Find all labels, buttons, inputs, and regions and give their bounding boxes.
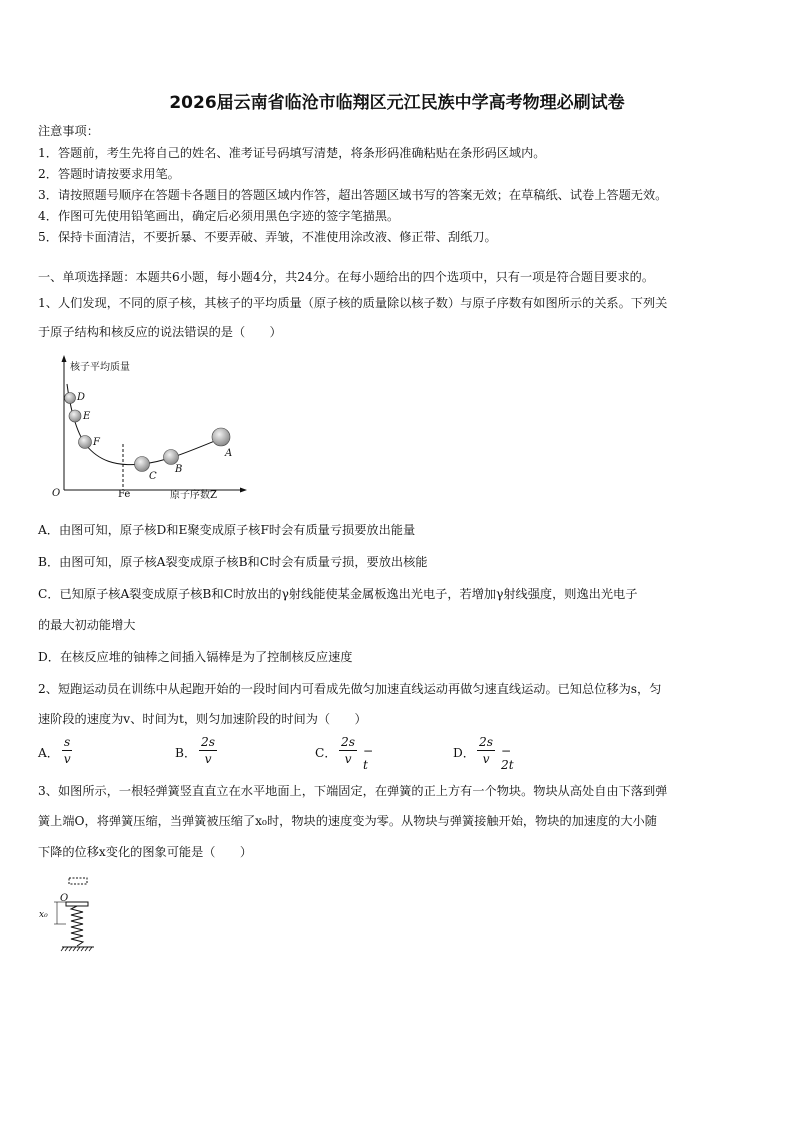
notice-item: 1．答题前，考生先将自己的姓名、准考证号码填写清楚，将条形码准确粘贴在条形码区域内。 xyxy=(38,146,546,160)
question-1-text-cont: 于原子结构和核反应的说法错误的是（ ） xyxy=(38,325,282,339)
nucleus-b xyxy=(164,450,179,465)
q1-option-c-cont: 的最大初动能增大 xyxy=(38,618,136,632)
nucleus-d xyxy=(65,393,76,404)
option-label: B． xyxy=(175,746,197,760)
fraction xyxy=(199,734,217,767)
nucleus-c xyxy=(135,457,150,472)
x-axis-arrow xyxy=(240,488,247,493)
section-heading: 一、单项选择题：本题共6小题，每小题4分，共24分。在每小题给出的四个选项中，只有一项是符合题目要求的。 xyxy=(38,270,655,284)
option-tail: − 2t xyxy=(501,744,514,772)
option-tail: − t xyxy=(363,744,374,772)
notice-item: 5．保持卡面清洁，不要折暴、不要弄破、弄皱，不准使用涂改液、修正带、刮纸刀。 xyxy=(38,230,497,244)
question-2-text: 2、短跑运动员在训练中从起跑开始的一段时间内可看成先做匀加速直线运动再做匀速直线运动。已知总位移为s，匀 xyxy=(38,682,662,696)
o-label: O xyxy=(60,893,69,904)
denominator: v xyxy=(482,752,490,766)
numerator: 2s xyxy=(479,735,494,749)
page-title: 2026届云南省临沧市临翔区元江民族中学高考物理必刷试卷 xyxy=(169,93,625,113)
option-label: D． xyxy=(453,746,475,760)
notice-item: 2．答题时请按要求用笔。 xyxy=(38,167,180,181)
ground-hatch xyxy=(61,947,92,951)
q1-option-d: D．在核反应堆的铀棒之间插入镉棒是为了控制核反应速度 xyxy=(38,650,353,664)
question-3-text-cont: 簧上端O，将弹簧压缩，当弹簧被压缩了x₀时，物块的速度变为零。从物块与弹簧接触开始，物块的加速度的大小随 xyxy=(38,814,657,828)
label-c: C xyxy=(149,471,157,482)
label-b: B xyxy=(175,464,183,475)
denominator: v xyxy=(204,752,212,766)
fe-label: Fe xyxy=(118,489,131,500)
question-3-text: 3、如图所示，一根轻弹簧竖直直立在水平地面上，下端固定，在弹簧的正上方有一个物块。物块从高处自由下落到弹 xyxy=(38,784,668,798)
denominator: v xyxy=(344,752,352,766)
fraction xyxy=(477,734,495,767)
numerator: 2s xyxy=(341,735,356,749)
q1-option-c: C．已知原子核A裂变成原子核B和C时放出的γ射线能使某金属板逸出光电子，若增加γ射线强度，则逸出光电子 xyxy=(38,587,638,601)
spring-plate xyxy=(66,902,88,906)
option-label: C． xyxy=(315,746,337,760)
notice-item: 4．作图可先使用铅笔画出，确定后必须用黑色字迹的签字笔描黑。 xyxy=(38,209,400,223)
y-axis-arrow xyxy=(62,355,67,362)
label-d: D xyxy=(77,392,86,403)
question-3-text-cont2: 下降的位移x变化的图象可能是（ ） xyxy=(38,845,253,859)
y-axis-label: 核子平均质量 xyxy=(70,362,130,373)
spring-coil xyxy=(71,906,83,946)
origin-label: O xyxy=(52,488,61,499)
nucleon-mass-figure xyxy=(50,352,250,504)
mass-curve xyxy=(67,384,222,465)
nucleus-f xyxy=(79,436,92,449)
numerator: s xyxy=(64,735,71,749)
notice-heading: 注意事项： xyxy=(38,124,99,138)
question-2-text-cont: 速阶段的速度为v、时间为t，则匀加速阶段的时间为（ ） xyxy=(38,712,367,726)
spring-figure xyxy=(36,872,106,956)
block-icon xyxy=(69,878,87,884)
q1-option-b: B．由图可知，原子核A裂变成原子核B和C时会有质量亏损，要放出核能 xyxy=(38,555,428,569)
question-1-text: 1、人们发现，不同的原子核，其核子的平均质量（原子核的质量除以核子数）与原子序数有如图所示的关系。下列关 xyxy=(38,296,668,310)
notice-item: 3．请按照题号顺序在答题卡各题目的答题区域内作答，超出答题区域书写的答案无效；在草稿纸、试卷上答题无效。 xyxy=(38,188,668,202)
label-e: E xyxy=(83,411,91,422)
option-label: A． xyxy=(38,746,59,760)
label-f: F xyxy=(93,437,100,448)
x-axis-label: 原子序数Z xyxy=(170,490,217,501)
label-a: A xyxy=(225,448,233,459)
numerator: 2s xyxy=(201,735,216,749)
x0-label: x₀ xyxy=(39,910,48,920)
nucleus-e xyxy=(69,410,81,422)
q2-options xyxy=(38,734,758,770)
fraction xyxy=(339,734,357,767)
denominator: v xyxy=(63,752,71,766)
fraction xyxy=(62,734,72,767)
q1-option-a: A．由图可知，原子核D和E聚变成原子核F时会有质量亏损要放出能量 xyxy=(38,523,416,537)
nucleus-a xyxy=(212,428,230,446)
